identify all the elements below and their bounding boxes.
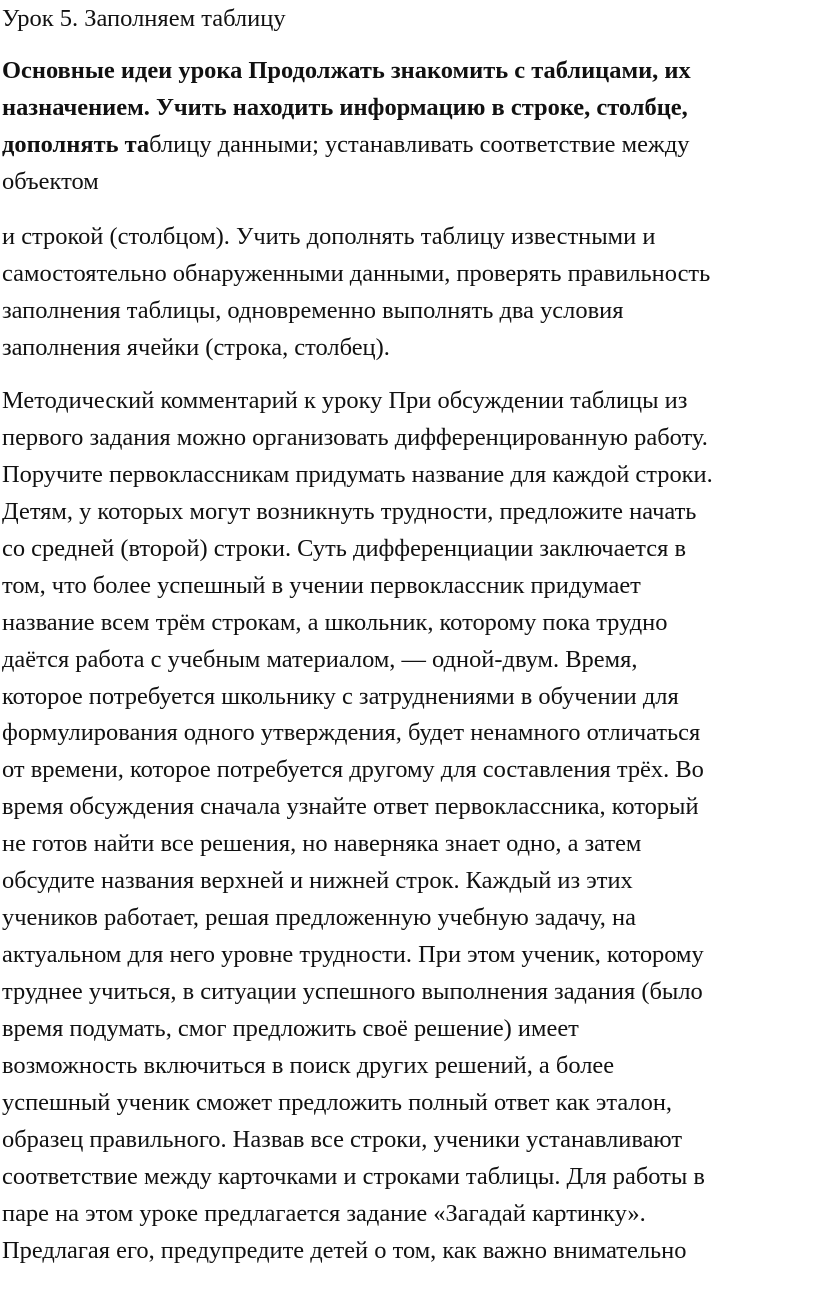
methodical-comment-line: Методический комментарий к уроку При обсуждении таблицы из (2, 387, 688, 414)
main-ideas-continuation-line: и строкой (столбцом). Учить дополнять таблицу известными и (2, 223, 656, 250)
methodical-comment-paragraph (2, 383, 814, 1270)
methodical-comment-line: не готов найти все решения, но наверняка знает одно, а затем (2, 830, 642, 858)
methodical-comment-line: актуальном для него уровне трудности. При этом ученик, которому (2, 941, 704, 969)
main-ideas-continuation-paragraph (2, 218, 814, 366)
main-ideas-continuation-line: самостоятельно обнаруженными данными, проверять правильность (2, 260, 711, 287)
methodical-comment-line: обсудите названия верхней и нижней строк. Каждый из этих (2, 867, 633, 895)
methodical-comment-line: возможность включиться в поиск других решений, а более (2, 1051, 615, 1079)
methodical-comment-line: которое потребуется школьнику с затруднениями в обучении для (2, 682, 679, 710)
methodical-comment-line: время обсуждения сначала узнайте ответ первоклассника, который (2, 793, 699, 821)
methodical-comment-line: со средней (второй) строки. Суть дифференциации заключается в (2, 534, 687, 562)
methodical-comment-line: труднее учиться, в ситуации успешного выполнения задания (было (2, 978, 703, 1005)
methodical-comment-line: Поручите первоклассникам придумать название для каждой строки. (2, 460, 713, 488)
methodical-comment-line: соответствие между карточками и строками таблицы. Для работы в (2, 1162, 705, 1190)
main-ideas-line: назначением. Учить находить информацию в строке, столбце, (2, 94, 688, 121)
main-ideas-line: объектом (2, 168, 99, 195)
methodical-comment-line: успешный ученик сможет предложить полный ответ как эталон, (2, 1088, 673, 1116)
methodical-comment-line: от времени, которое потребуется другому для составления трёх. Во (2, 756, 704, 784)
main-ideas-paragraph (2, 52, 814, 200)
methodical-comment-line: первого задания можно организовать дифференцированную работу. (2, 423, 708, 451)
methodical-comment-line: Предлагая его, предупредите детей о том, как важно внимательно (2, 1236, 687, 1264)
main-ideas-continuation-line: заполнения ячейки (строка, столбец). (2, 334, 390, 361)
methodical-comment-line: время подумать, смог предложить своё решение) имеет (2, 1014, 579, 1042)
methodical-comment-line: образец правильного. Назвав все строки, ученики устанавливают (2, 1125, 683, 1153)
methodical-comment-line: формулирования одного утверждения, будет ненамного отличаться (2, 719, 701, 747)
main-ideas-line (2, 126, 812, 163)
methodical-comment-line: паре на этом уроке предлагается задание «Загадай картинку». (2, 1199, 646, 1227)
main-ideas-regular-fragment: блицу данными; устанавливать соответствие между (149, 131, 690, 158)
lesson-title: Урок 5. Заполняем таблицу (2, 5, 286, 32)
methodical-comment-line: том, что более успешный в учении первоклассник придумает (2, 571, 641, 599)
methodical-comment-line: учеников работает, решая предложенную учебную задачу, на (2, 904, 636, 932)
methodical-comment-line: даётся работа с учебным материалом, — одной-двум. Время, (2, 645, 638, 673)
methodical-comment-line: Детям, у которых могут возникнуть трудности, предложите начать (2, 497, 697, 525)
main-ideas-line: Основные идеи урока Продолжать знакомить с таблицами, их (2, 57, 691, 84)
methodical-comment-line: название всем трём строкам, а школьник, которому пока трудно (2, 608, 668, 636)
main-ideas-continuation-line: заполнения таблицы, одновременно выполнять два условия (2, 297, 624, 324)
main-ideas-bold-fragment: дополнять та (2, 131, 150, 158)
